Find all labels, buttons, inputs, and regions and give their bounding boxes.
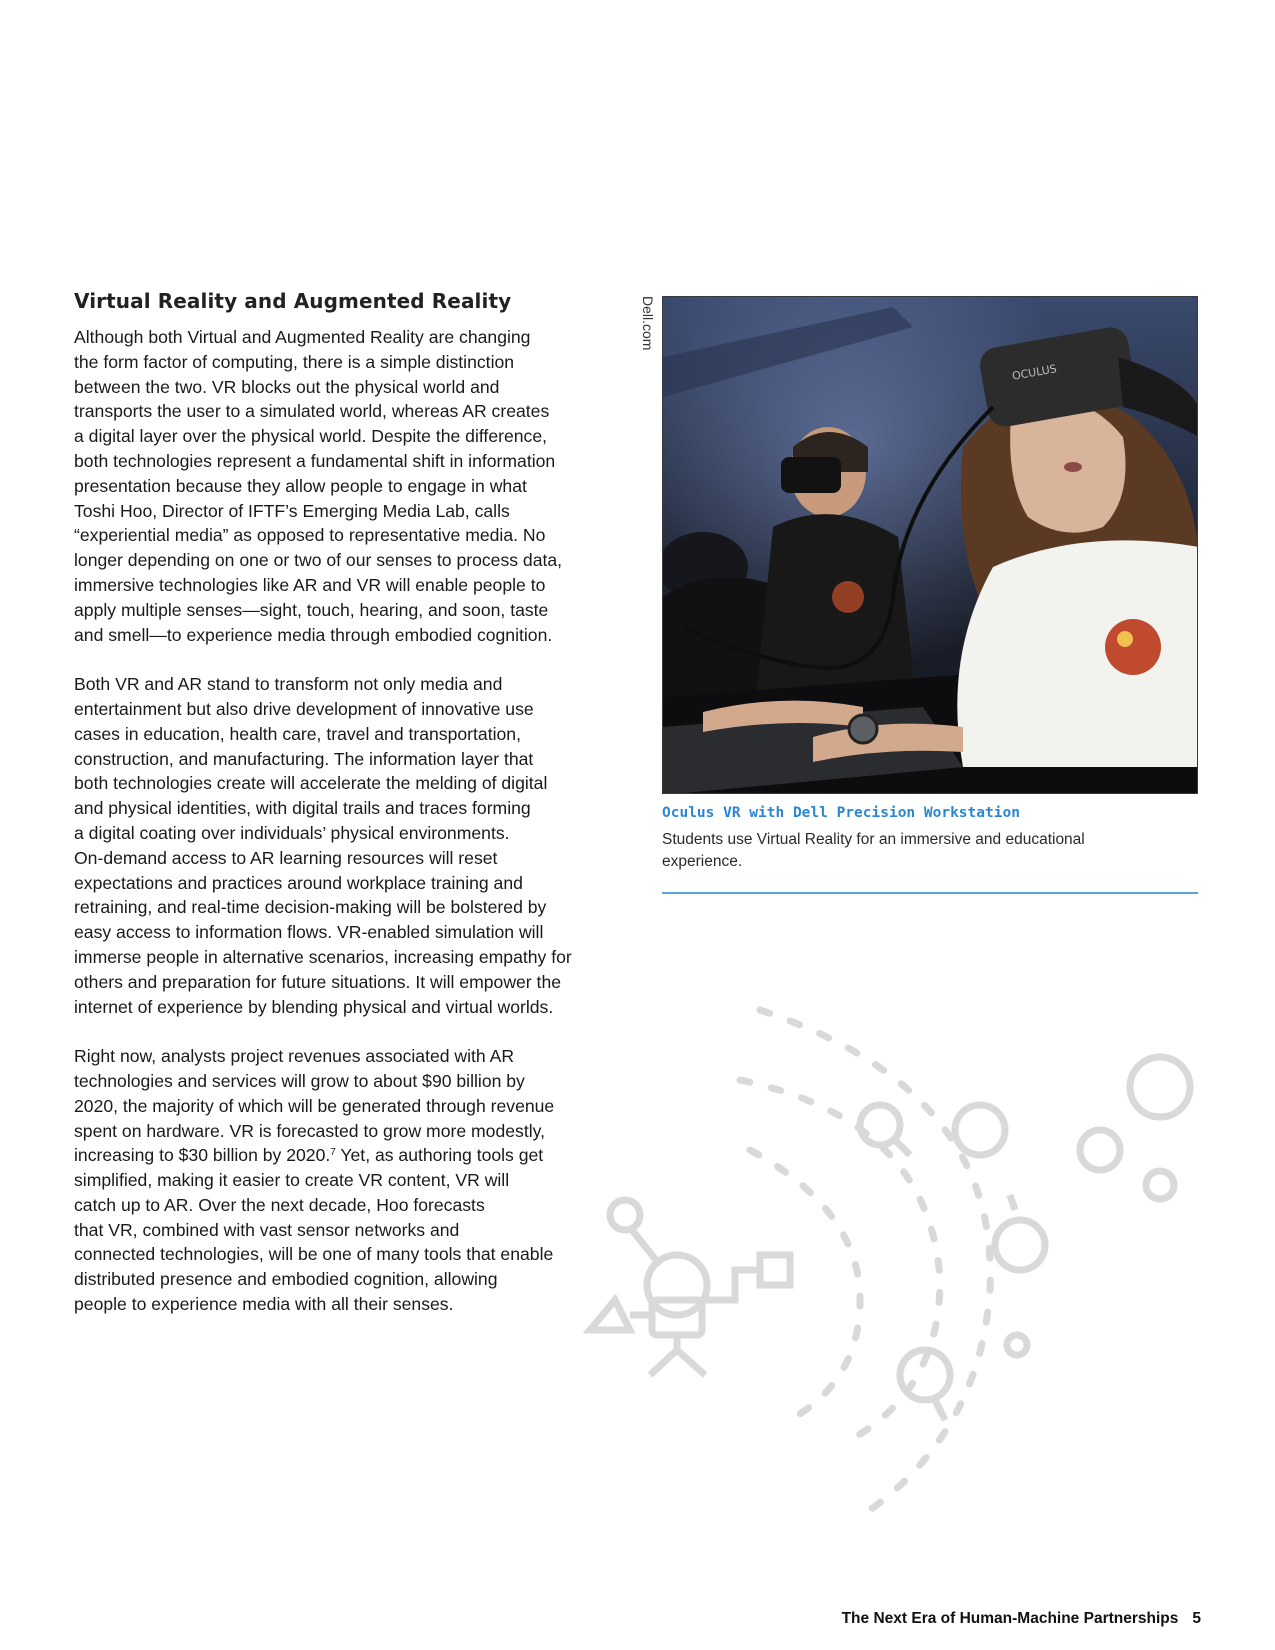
decor-triangle xyxy=(590,1300,630,1330)
decor-square xyxy=(760,1255,790,1285)
caption-divider xyxy=(662,892,1198,894)
decor-connector xyxy=(895,1140,910,1155)
text-line: easy access to information flows. VR-enabled simulation will xyxy=(74,922,544,943)
paragraph-2 xyxy=(74,672,614,1019)
text-line: immerse people in alternative scenarios, increasing empathy for xyxy=(74,946,572,967)
text-line: internet of experience by blending physical and virtual worlds. xyxy=(74,996,554,1017)
decor-circle xyxy=(995,1220,1045,1270)
decor-connector xyxy=(1010,1195,1015,1210)
text-line: “experiential media” as opposed to representative media. No xyxy=(74,525,546,546)
decor-circle xyxy=(1007,1335,1027,1355)
text-line: the form factor of computing, there is a simple distinction xyxy=(74,351,515,372)
text-line: spent on hardware. VR is forecasted to grow more modestly, xyxy=(74,1120,546,1141)
decor-circle xyxy=(1146,1171,1174,1199)
robot-legs xyxy=(650,1335,705,1375)
girl-shirt-print xyxy=(1105,619,1161,675)
decor-connector xyxy=(935,1400,945,1420)
text-line: Right now, analysts project revenues associated with AR xyxy=(74,1046,515,1067)
text-line: 2020, the majority of which will be generated through revenue xyxy=(74,1095,555,1116)
vr-photo xyxy=(662,296,1198,794)
man-shirt-print xyxy=(832,581,864,613)
text-line: retraining, and real-time decision-making will be bolstered by xyxy=(74,897,547,918)
section-heading: Virtual Reality and Augmented Reality xyxy=(74,289,512,313)
text-line: and smell—to experience media through embodied cognition. xyxy=(74,624,553,645)
photo-credit: Dell.com xyxy=(640,296,656,351)
vr-photo-illustration xyxy=(663,297,1198,794)
text-line: distributed presence and embodied cognition, allowing xyxy=(74,1269,498,1290)
text-line: both technologies create will accelerate the melding of digital xyxy=(74,773,548,794)
text-line: longer depending on one or two of our senses to process data, xyxy=(74,550,563,571)
decor-circle xyxy=(955,1105,1005,1155)
text-line: immersive technologies like AR and VR will enable people to xyxy=(74,574,546,595)
dashed-arc-outer xyxy=(760,1010,990,1510)
text-line: a digital coating over individuals’ physical environments. xyxy=(74,822,510,843)
text-line: a digital layer over the physical world. Despite the difference, xyxy=(74,426,548,447)
footer-title: The Next Era of Human-Machine Partnerships xyxy=(841,1610,1179,1627)
photo-caption-text: Students use Virtual Reality for an immersive and educational experience. xyxy=(662,831,1085,870)
text-line: Although both Virtual and Augmented Reality are changing xyxy=(74,327,531,347)
text-line xyxy=(74,1143,614,1168)
girl-shirt xyxy=(957,540,1198,767)
paragraph-1 xyxy=(74,325,614,647)
text-line: technologies and services will grow to about $90 billion by xyxy=(74,1070,525,1091)
page-number: 5 xyxy=(1192,1610,1201,1627)
page-footer xyxy=(842,1610,1201,1628)
text-line: On-demand access to AR learning resources will reset xyxy=(74,847,498,868)
text-line: entertainment but also drive development of innovative use xyxy=(74,698,534,719)
text-line: and physical identities, with digital trails and traces forming xyxy=(74,798,531,819)
text-line: presentation because they allow people to engage in what xyxy=(74,475,527,496)
headset-brand: OCULUS xyxy=(1011,362,1058,383)
man-headset xyxy=(781,457,841,493)
text-line: expectations and practices around workplace training and xyxy=(74,872,523,893)
text-fragment: Yet, as authoring tools get xyxy=(335,1145,544,1166)
text-line: cases in education, health care, travel and transportation, xyxy=(74,723,521,744)
text-line: transports the user to a simulated world, whereas AR creates xyxy=(74,401,550,422)
text-line: Both VR and AR stand to transform not only media and xyxy=(74,674,503,695)
text-line: apply multiple senses—sight, touch, hearing, and soon, taste xyxy=(74,599,549,620)
decor-circle xyxy=(1080,1130,1120,1170)
decor-circle xyxy=(1130,1057,1190,1117)
text-line: both technologies represent a fundamental shift in information xyxy=(74,450,556,471)
paragraph-3 xyxy=(74,1044,614,1317)
text-fragment: increasing to $30 billion by 2020. xyxy=(74,1145,331,1166)
robot-head xyxy=(647,1255,707,1315)
article-body xyxy=(74,325,614,1342)
text-line: people to experience media with all their senses. xyxy=(74,1294,454,1315)
text-line: between the two. VR blocks out the physical world and xyxy=(74,376,500,397)
text-line: simplified, making it easier to create VR content, VR will xyxy=(74,1170,510,1191)
shirt-print-detail xyxy=(1117,631,1133,647)
robot-antenna-ball xyxy=(610,1200,640,1230)
text-line: others and preparation for future situations. It will empower the xyxy=(74,971,562,992)
text-line: that VR, combined with vast sensor networks and xyxy=(74,1219,460,1240)
wristwatch xyxy=(849,715,877,743)
text-line: catch up to AR. Over the next decade, Hoo forecasts xyxy=(74,1194,485,1215)
dashed-arc-middle xyxy=(740,1080,940,1440)
text-line: connected technologies, will be one of many tools that enable xyxy=(74,1244,554,1265)
footnote-marker[interactable]: 7 xyxy=(330,1147,336,1159)
text-line: construction, and manufacturing. The information layer that xyxy=(74,748,534,769)
girl-mouth xyxy=(1064,462,1082,472)
decor-circle xyxy=(860,1105,900,1145)
decorative-graphic xyxy=(560,1000,1200,1560)
text-line: Toshi Hoo, Director of IFTF’s Emerging Media Lab, calls xyxy=(74,500,510,521)
photo-caption-title: Oculus VR with Dell Precision Workstation xyxy=(662,805,1020,821)
